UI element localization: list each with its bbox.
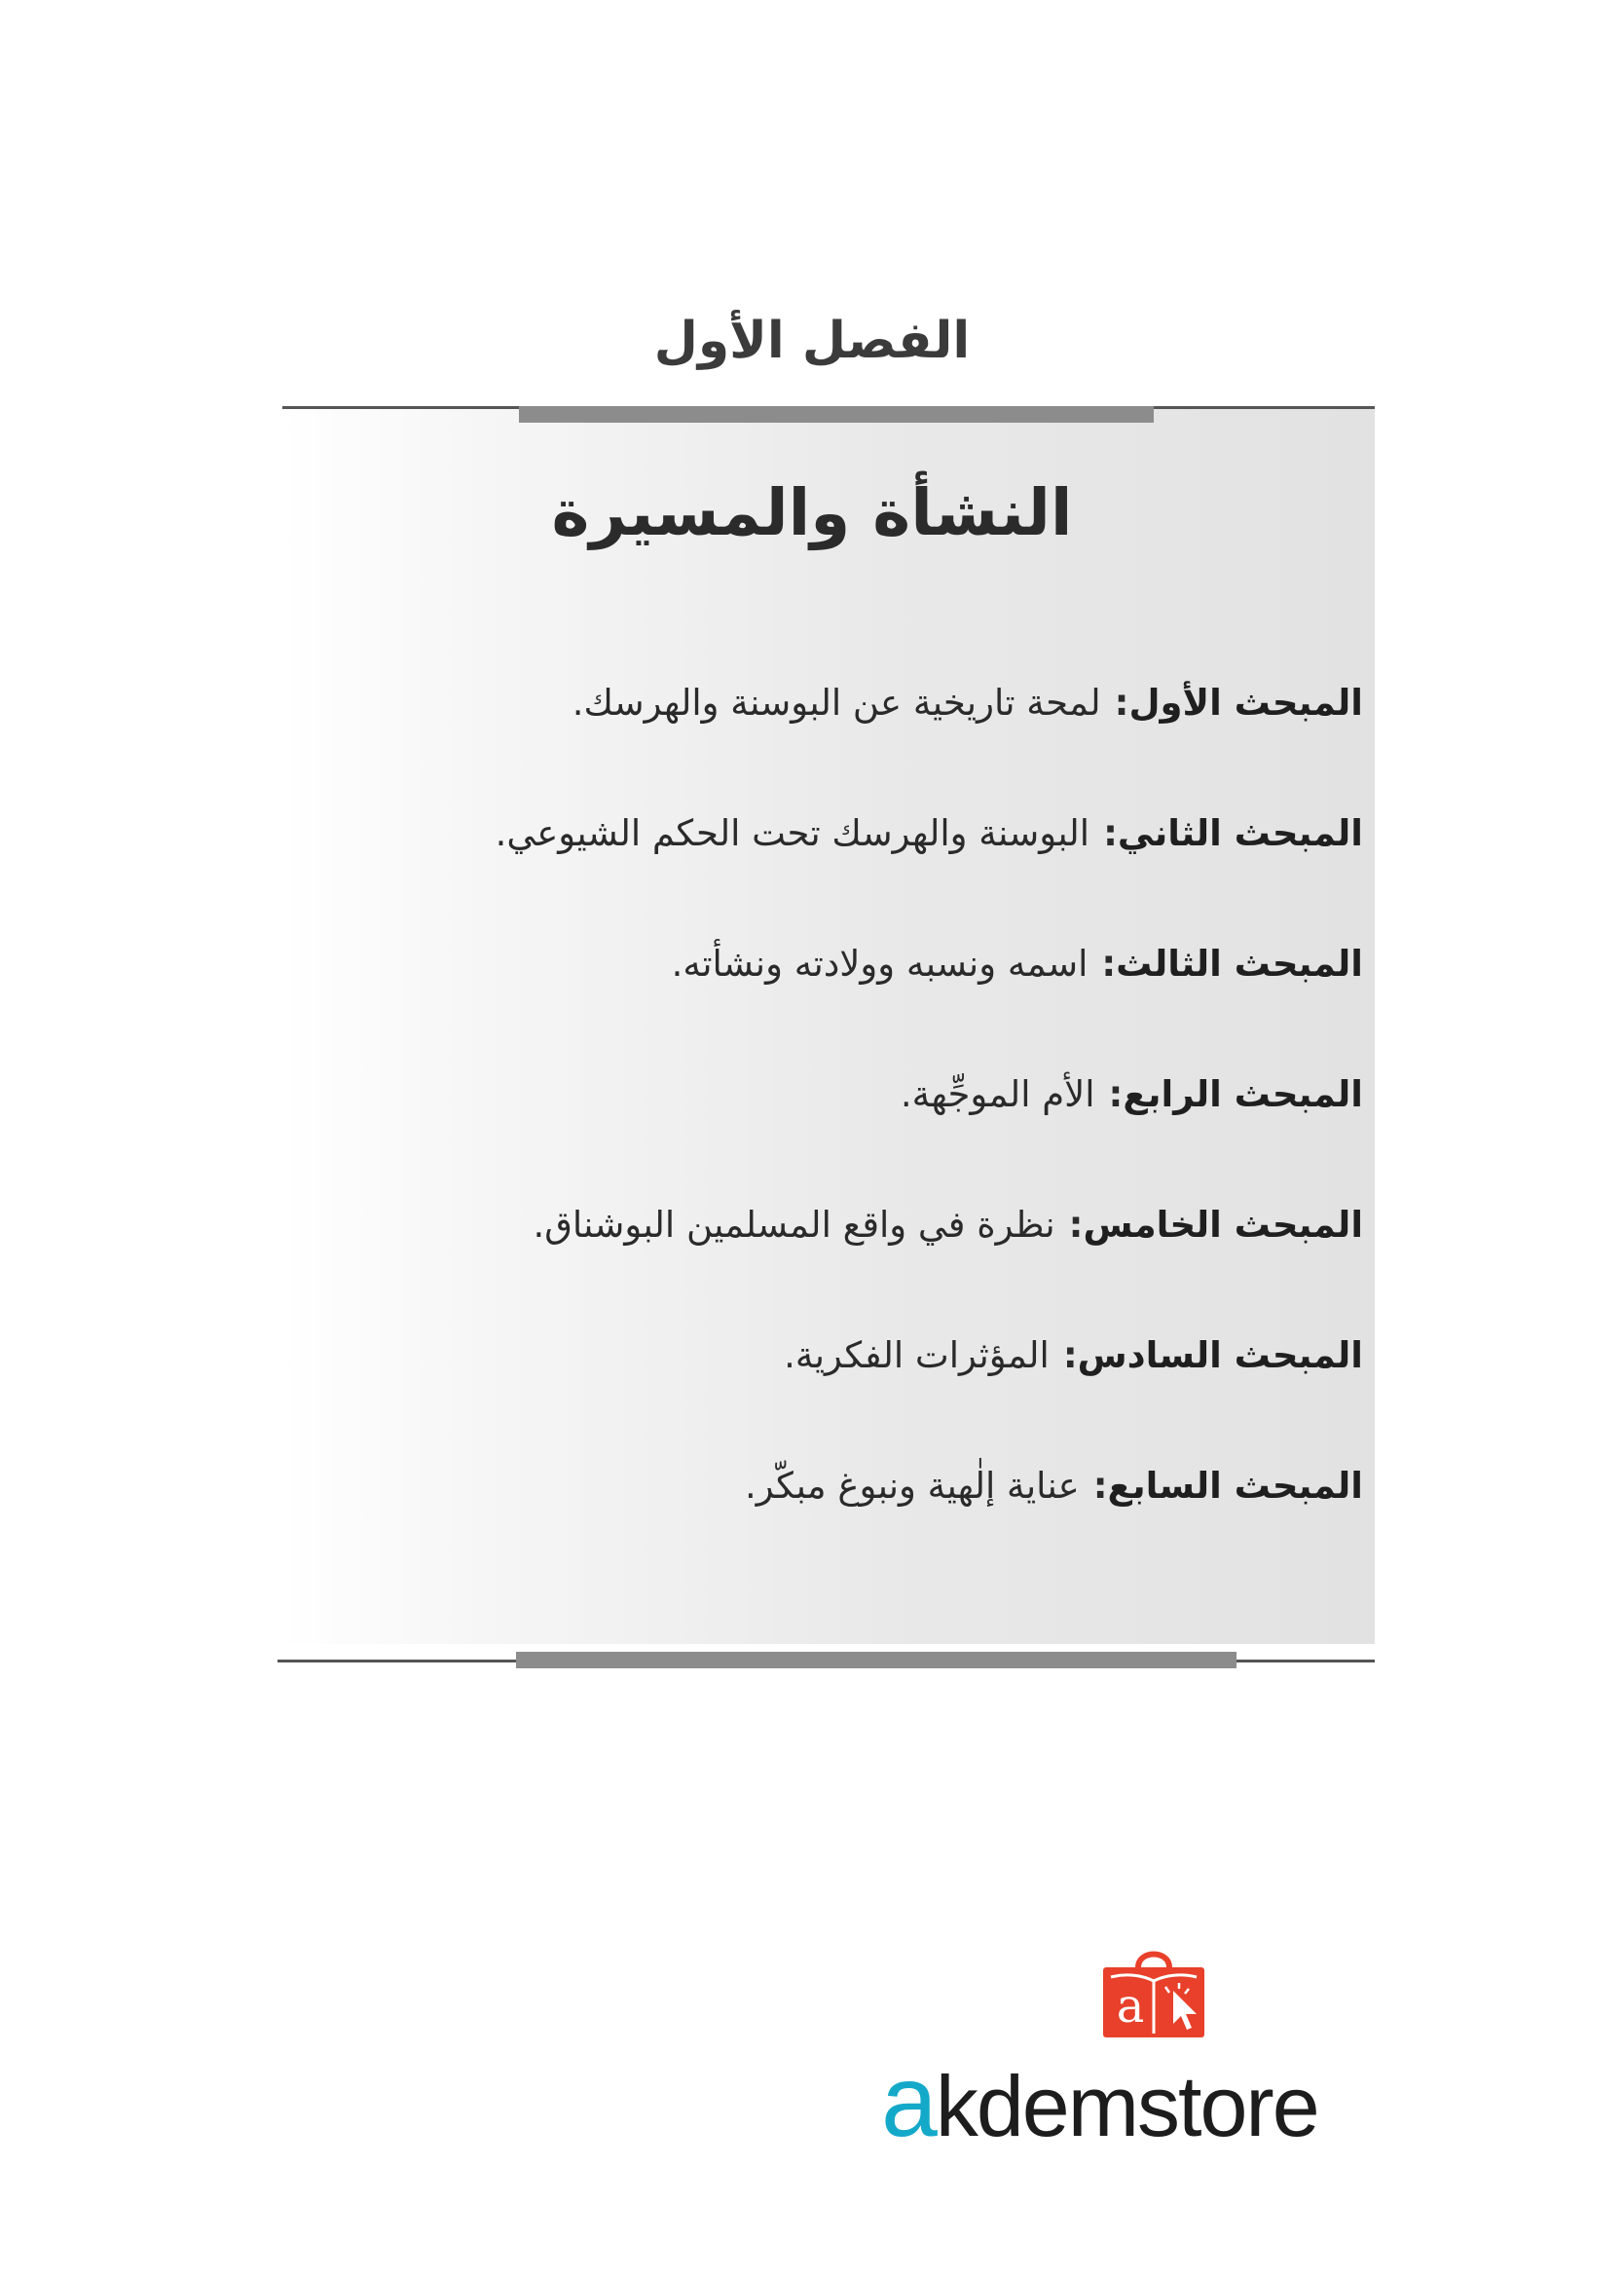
toc-item [389,1204,1363,1334]
toc-item-label: المبحث السابع [1107,1465,1363,1507]
toc-list [389,682,1363,1595]
toc-item-text: المؤثرات الفكرية. [784,1334,1050,1376]
toc-item-text: البوسنة والهرسك تحت الحكم الشيوعي. [495,812,1090,854]
toc-colon: : [1101,943,1117,985]
toc-colon: : [1092,1465,1108,1507]
logo-wordmark [881,2045,1318,2158]
toc-item-label: المبحث الثالث [1116,943,1363,985]
toc-colon: : [1114,682,1129,724]
toc-item-text: عناية إلٰهية ونبوغ مبكّر. [745,1465,1080,1507]
toc-item [389,1465,1363,1595]
toc-item [389,1334,1363,1465]
toc-item-text: نظرة في واقع المسلمين البوشناق. [533,1204,1055,1246]
toc-item-label: المبحث الأول [1128,682,1363,724]
top-rule-bar [519,406,1154,423]
section-title: النشأة والمسيرة [551,475,1073,550]
toc-colon: : [1062,1334,1078,1376]
chapter-label: الفصل الأول [653,312,971,370]
toc-colon: : [1068,1204,1084,1246]
logo-first-letter: a [881,2045,936,2158]
toc-item-label: المبحث الثاني [1117,812,1363,854]
toc-item-label: المبحث الرابع [1123,1073,1363,1115]
toc-item-text: اسمه ونسبه وولادته ونشأته. [671,943,1089,985]
toc-item [389,682,1363,812]
toc-colon: : [1108,1073,1124,1115]
shopping-bag-book-icon [1095,1938,1212,2045]
toc-item [389,1073,1363,1204]
toc-item-text: لمحة تاريخية عن البوسنة والهرسك. [572,682,1101,724]
toc-item-label: المبحث السادس [1077,1334,1363,1376]
logo-rest-text: kdemstore [935,2058,1318,2154]
toc-item-text: الأم الموجِّهة. [900,1073,1095,1115]
toc-item [389,812,1363,943]
toc-item-label: المبحث الخامس [1083,1204,1363,1246]
svg-text:a: a [1116,1979,1145,2034]
toc-colon: : [1103,812,1118,854]
bottom-rule-bar [516,1652,1236,1668]
akdemstore-logo [881,1938,1387,2162]
toc-item [389,943,1363,1073]
